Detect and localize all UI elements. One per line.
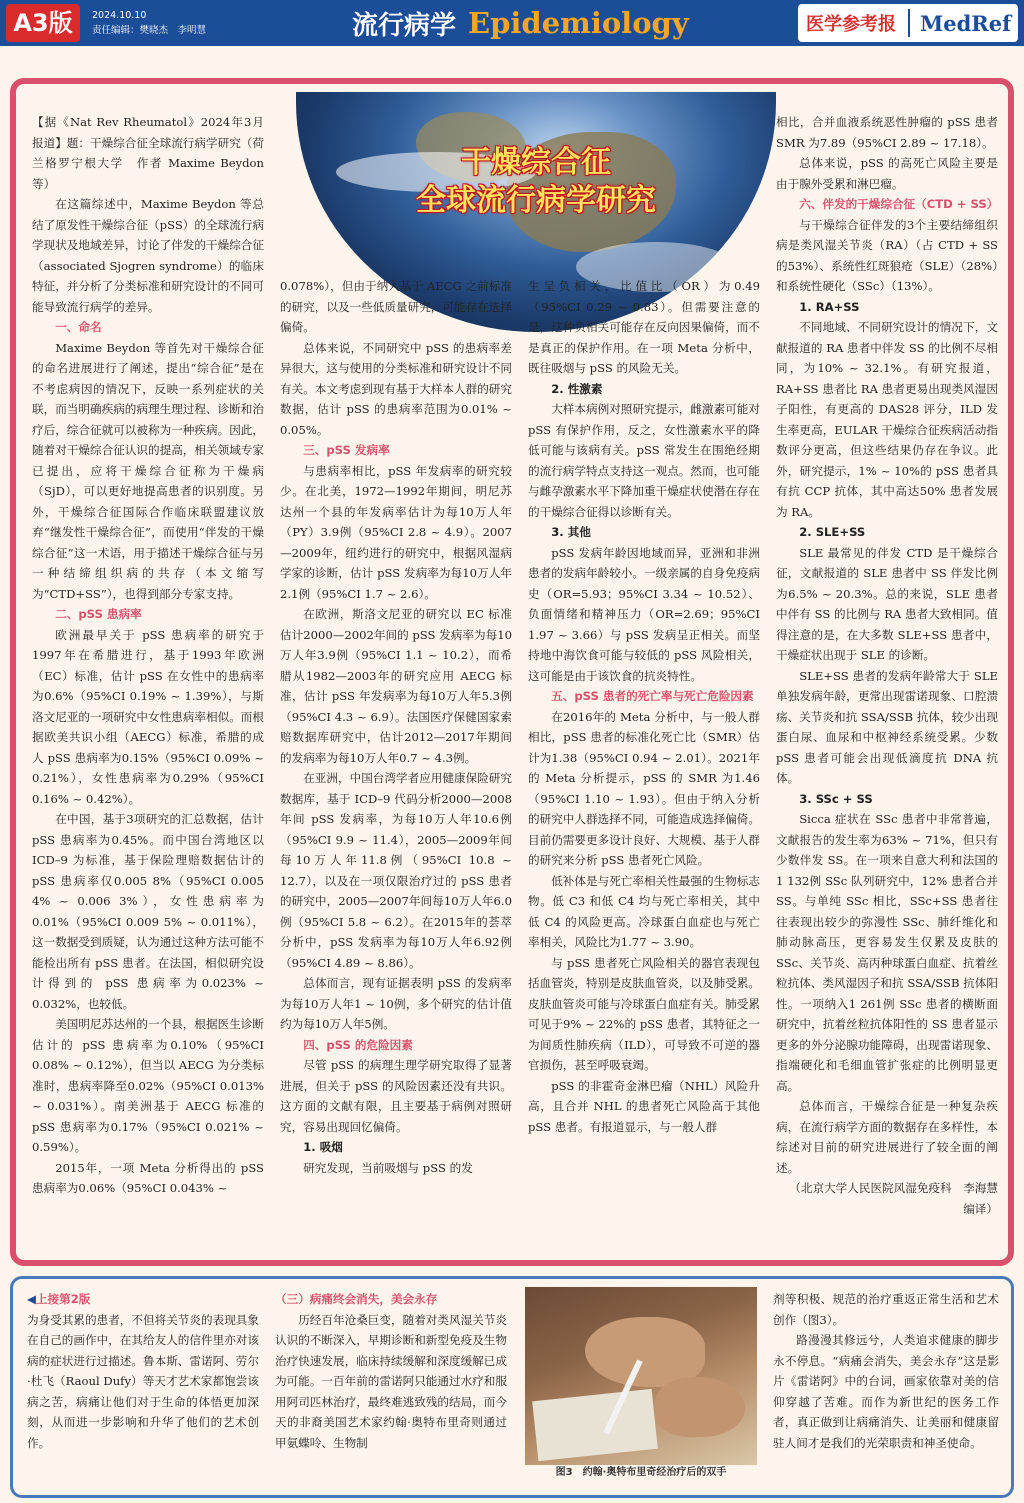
body-paragraph: 在亚洲，中国台湾学者应用健康保险研究数据库，基于 ICD–9 代码分析2000—2008年间 pSS 发病率，为每10万人年10.6例（95%CI 9.9 ~ 11.4），2005—2009年间每10万人年11.8例（95%CI 10.8 ~ 12.7），以及在一项仅限治疗过的 pSS 患者的研究中，2005—2007年间每10万人年6.0例（95%CI 5.8 ~ 6.2）。在2015年的荟萃分析中，pSS 发病率为每10万人年6.92例（95%CI 4.89 ~ 8.86）。 — [280, 771, 512, 970]
section-heading: 三、pSS 发病率 — [303, 443, 390, 457]
article-column-4 — [776, 112, 998, 1262]
article-title-line2: 全球流行病学研究 — [416, 183, 656, 218]
photo-hand — [655, 1377, 745, 1437]
body-paragraph: SLE 最常见的伴发 CTD 是干燥综合征，文献报道的 SLE 患者中 SS 伴发比例为6.5% ~ 20.3%。总的来说，SLE 患者中伴有 SS 的比例与 RA 患者大致相同。值得注意的是，在大多数 SLE+SS 患者中，干燥症状出现于 SLE 的诊断。 — [776, 545, 998, 662]
article-title — [316, 144, 756, 220]
body-paragraph: 美国明尼苏达州的一个县，根据医生诊断估计的 pSS 患病率为0.10%（95%CI 0.08% ~ 0.12%），但当以 AECG 为分类标准时，患病率降至0.02%（95%CI 0.013% ~ 0.031%）。南美洲基于 AECG 标准的 pSS 患病率为0.17%（95%CI 0.021% ~ 0.59%）。 — [32, 1017, 264, 1154]
edition-badge: A3版 — [6, 4, 80, 42]
body-paragraph: 在这篇综述中，Maxime Beydon 等总结了原发性干燥综合征（pSS）的全球流行病学现状及地域差异，讨论了伴发的干燥综合征（associated Sjogren syndrome）的临床特征，并分析了分类标准和研究设计的不同可能导致流行病学的差异。 — [32, 197, 264, 314]
main-article-frame — [10, 78, 1014, 1266]
brand-name-en: MedRef — [920, 10, 1012, 36]
body-paragraph: 总体来说，pSS 的高死亡风险主要是由于腺外受累和淋巴瘤。 — [776, 156, 998, 191]
continued-column-4 — [773, 1289, 999, 1489]
body-paragraph: 总体而言，现有证据表明 pSS 的发病率为每10万人年1 ~ 10例，多个研究的估计值约为每10万人年5例。 — [280, 976, 512, 1031]
continued-from-label: ◀上接第2版 — [27, 1292, 91, 1306]
section-title-cn: 流行病学 — [352, 10, 457, 41]
body-paragraph: 研究发现，当前吸烟与 pSS 的发 — [303, 1160, 473, 1175]
continued-paragraph: 剂等积极、规范的治疗重返正常生活和艺术创作（图3）。 — [773, 1292, 999, 1327]
brand-name-cn: 医学参考报 — [806, 14, 896, 35]
subsection-heading: 2. SLE+SS — [799, 525, 866, 539]
body-paragraph: 在中国，基于3项研究的汇总数据，估计 pSS 患病率为0.45%。而中国台湾地区以 ICD–9 为标准，基于保险理赔数据估计的 pSS 患病率仅0.005 8%（95%CI 0.005 4% ~ 0.006 3%），女性患病率为0.01%（95%CI 0.009 5% ~ 0.011%），这一数据受到质疑，认为通过这种方法可能不能检出所有 pSS 患者。在法国，相似研究设计得到的 pSS 患病率为0.023% ~ 0.032%，也较低。 — [32, 812, 264, 1011]
subsection-heading: 2. 性激素 — [551, 381, 603, 396]
subsection-heading: 1. RA+SS — [799, 299, 860, 314]
body-paragraph: 2015年，一项 Meta 分析得出的 pSS 患病率为0.06%（95%CI 0.043% ~ — [32, 1160, 264, 1195]
section-heading: 一、命名 — [55, 320, 102, 334]
section-heading: 四、pSS 的危险因素 — [303, 1037, 413, 1052]
continued-column-2 — [275, 1289, 507, 1489]
issue-date: 2024.10.10 — [92, 10, 147, 21]
continued-article-frame — [10, 1276, 1014, 1498]
hands-photo — [525, 1287, 757, 1465]
body-paragraph: Sicca 症状在 SSc 患者中非常普遍，文献报告的发生率为63% ~ 71%，但只有少数伴发 SS。在一项来自意大利和法国的1 132例 SSc 队列研究中，12% 患者合并 SS。与单纯 SSc 相比，SSc+SS 患者往往表现出较少的弥漫性 SSc、肺纤维化和肺动脉高压，更容易发生仅累及皮肤的 SSc、关节炎、高丙种球蛋白血症、抗着丝粒抗体、类风湿因子和抗 SSA/SSB 抗体阳性。一项纳入1 261例 SSc 患者的横断面研究中，抗着丝粒抗体阳性的 SS 患者显示更多的外分泌腺功能障碍，出现雷诺现象、指端硬化和毛细血管扩张症的比例明显更高。 — [776, 812, 998, 1093]
editors-line: 责任编辑：樊晓杰 李明慧 — [92, 25, 207, 36]
subsection-heading: 3. SSc + SS — [799, 791, 873, 806]
body-paragraph: 低补体是与死亡率相关性最强的生物标志物。低 C3 和低 C4 均与死亡率相关，其中低 C4 的风险更高。冷球蛋白血症也与死亡率相关，风险比为1.77 ~ 3.90。 — [528, 873, 760, 949]
body-paragraph: pSS 发病年龄因地域而异，亚洲和非洲患者的发病年龄较小。一级亲属的自身免疫病史（OR=5.93；95%CI 3.34 ~ 10.52）、负面情绪和精神压力（OR=2.69；95%CI 1.97 ~ 3.66）与 pSS 发病呈正相关。而坚持地中海饮食可能与较低的 pSS 风险相关，这可能是由于该饮食的抗炎特性。 — [528, 545, 760, 683]
page-header — [0, 0, 1024, 46]
body-paragraph: 与患病率相比，pSS 年发病率的研究较少。在北美，1972—1992年期间，明尼苏达州一个县的年发病率估计为每10万人年（PY）3.9例（95%CI 2.8 ~ 4.9）。2007—2009年，纽约进行的研究中，根据风湿病学家的诊断，估计 pSS 发病率为每10万人年2.1例（95%CI 1.7 ~ 2.6）。 — [280, 463, 512, 601]
section-heading: 二、pSS 患病率 — [55, 607, 142, 621]
body-paragraph: 在欧洲，斯洛文尼亚的研究以 EC 标准估计2000—2002年间的 pSS 发病率为每10万人年3.9例（95%CI 1.1 ~ 10.2），而希腊从1982—2003年的研究应用 AECG 标准，估计 pSS 年发病率为每10万人年5.3例（95%CI 4.3 ~ 6.9）。法国医疗保健国家索赔数据库研究中，估计2012—2017年期间的发病率为每10万人年0.7 ~ 4.3例。 — [280, 607, 512, 765]
section-title-en: Epidemiology — [468, 6, 689, 40]
subsection-heading: 1. 吸烟 — [303, 1140, 343, 1154]
body-paragraph: 与干燥综合征伴发的3个主要结缔组织病是类风湿关节炎（RA）（占 CTD + SS 的53%）、系统性红斑狼疮（SLE）（28%）和系统性硬化（SSc）（13%）。 — [776, 217, 998, 293]
photo-paper — [532, 1389, 658, 1461]
body-paragraph: 尽管 pSS 的病理生理学研究取得了显著进展，但关于 pSS 的风险因素还没有共识。这方面的文献有限，且主要基于病例对照研究，容易出现回忆偏倚。 — [280, 1058, 512, 1134]
continued-column-1 — [27, 1289, 259, 1489]
article-column-3 — [528, 276, 760, 1262]
body-paragraph: 总体来说，不同研究中 pSS 的患病率差异很大，这与使用的分类标准和研究设计不同有关。本文考虑到现有基于大样本人群的研究数据，估计 pSS 的患病率范围为0.01% ~ 0.05%。 — [280, 340, 512, 437]
body-paragraph: pSS 的非霍奇金淋巴瘤（NHL）风险升高，且合并 NHL 的患者死亡风险高于其他 pSS 患者。有报道显示，与一般人群 — [528, 1078, 760, 1134]
body-paragraph: Maxime Beydon 等首先对干燥综合征的命名进展进行了阐述，提出“综合征”是在不考虑病因的情况下，反映一系列症状的关联，而当明确疾病的病理生理过程、诊断和治疗后，综合征就可以被称为一种疾病。因此，随着对干燥综合征认识的提高，相关领域专家已提出，应将干燥综合征称为干燥病（SjD），可以更好地提高患者的识别度。另外，干燥综合征国际合作临床联盟建议放弃“继发性干燥综合征”，而使用“伴发的干燥综合征”这一术语，用于描述干燥综合征与另一种结缔组织病的共存（本文缩写为“CTD+SS”），也得到部分专家支持。 — [32, 340, 264, 601]
body-paragraph: 0.078%），但由于纳入基于 AECG 之前标准的研究，以及一些低质量研究，可能存在选择偏倚。 — [280, 279, 512, 334]
body-paragraph: 不同地域、不同研究设计的情况下，文献报道的 RA 患者中伴发 SS 的比例不尽相同，为10% ~ 32.1%。有研究报道，RA+SS 患者比 RA 患者更易出现类风湿因子阳性，有更高的 DAS28 评分，ILD 发生率更高，EULAR 干燥综合征疾病活动指数评分更高，但这些结果仍存在争议。此外，研究提示，1% ~ 10%的 pSS 患者具有抗 CCP 抗体，其中高达50% 患者发展为 RA。 — [776, 320, 998, 519]
subsection-heading: 3. 其他 — [551, 525, 591, 539]
section-title — [352, 4, 689, 42]
photo-caption: 图3 约翰·奥特布里奇经治疗后的双手 — [555, 1467, 727, 1478]
section-heading: （三）病痛终会消失，美会永存 — [275, 1292, 438, 1306]
body-paragraph: 【据《Nat Rev Rheumatol》2024年3月报道】题：干燥综合征全球流行病学研究（荷兰格罗宁根大学 作者 Maxime Beydon 等） — [32, 115, 264, 191]
header-meta — [92, 8, 206, 38]
continued-paragraph: 为身受其累的患者，不但将关节炎的表现具象在自己的画作中，在其给友人的信件里亦对该病的症状进行过描述。鲁本斯、雷诺阿、劳尔·杜飞（Raoul Dufy）等天才艺术家都饱尝该病之苦，病痛让他们对于生命的体悟更加深刻，从而进一步影响和升华了他们的艺术创作。 — [27, 1312, 259, 1450]
continued-paragraph: 路漫漫其修远兮，人类追求健康的脚步永不停息。“病痛会消失，美会永存”这是影片《雷诺阿》中的台词，画家依靠对美的信仰穿越了苦难。而作为新世纪的医务工作者，真正做到让病痛消失、让美丽和健康留驻人间才是我们的光荣职责和神圣使命。 — [773, 1333, 999, 1450]
article-title-line1: 干燥综合征 — [461, 145, 611, 180]
triangle-left-icon: ◀ — [27, 1292, 36, 1306]
article-column-2 — [280, 276, 512, 1262]
section-heading: 六、伴发的干燥综合征（CTD + SS） — [799, 197, 998, 211]
body-paragraph: 相比，合并血液系统恶性肿瘤的 pSS 患者 SMR 为7.89（95%CI 2.89 ~ 17.18）。 — [776, 115, 998, 150]
body-paragraph: 与 pSS 患者死亡风险相关的器官表现包括血管炎，特别是皮肤血管炎，以及肺受累。皮肤血管炎可能与冷球蛋白血症有关。肺受累可见于9% ~ 22%的 pSS 患者，其特征之一为间质性肺疾病（ILD），可导致不可逆的器官损伤，甚至呼吸衰竭。 — [528, 955, 760, 1072]
brand-logo — [798, 4, 1018, 42]
body-paragraph: 在2016年的 Meta 分析中，与一般人群相比，pSS 患者的标准化死亡比（SMR）估计为1.38（95%CI 0.94 ~ 2.01）。2021年的 Meta 分析提示，pSS 的 SMR 为1.46（95%CI 1.10 ~ 1.93）。但由于纳入分析的研究中人群选择不同，可能造成选择偏倚。目前仍需要更多设计良好、大规模、基于人群的研究来分析 pSS 患者死亡风险。 — [528, 709, 760, 867]
body-paragraph: 大样本病例对照研究提示，雌激素可能对 pSS 有保护作用，反之，女性激素水平的降低可能与该病有关。pSS 常发生在围绝经期的流行病学特点支持这一观点。然而，也可能与雌孕激素水平下降加重干燥症状使潜在存在的干燥综合征得以诊断有关。 — [528, 402, 760, 519]
body-paragraph: SLE+SS 患者的发病年龄常大于 SLE 单独发病年龄，更常出现雷诺现象、口腔溃疡、关节炎和抗 SSA/SSB 抗体，较少出现蛋白尿、血尿和中枢神经系统受累。少数 pSS 患者可能会出现低滴度抗 DNA 抗体。 — [776, 668, 998, 785]
body-paragraph: 欧洲最早关于 pSS 患病率的研究于1997年在希腊进行，基于1993年欧洲（EC）标准，估计 pSS 在女性中的患病率为0.6%（95%CI 0.19% ~ 1.39%），与斯洛文尼亚的一项研究中女性患病率相似。而根据欧美共识小组（AECG）标准，希腊的成人 pSS 患病率为0.15%（95%CI 0.09% ~ 0.21%），女性患病率为0.29%（95%CI 0.16% ~ 0.42%）。 — [32, 627, 264, 806]
continued-paragraph: 历经百年沧桑巨变，随着对类风湿关节炎认识的不断深入，早期诊断和新型免疫及生物治疗快速发展，临床持续缓解和深度缓解已成为可能。一百年前的雷诺阿只能通过水疗和服用阿司匹林治疗，最终难逃致残的结局，而今天的非裔美国艺术家约翰·奥特布里奇则通过甲氨蝶呤、生物制 — [275, 1312, 507, 1450]
body-paragraph: 生呈负相关，比值比（OR）为0.49（95%CI 0.29 ~ 0.83）。但需要注意的是，这种负相关可能存在反向因果偏倚，而不是真正的保护作用。在一项 Meta 分析中，既往吸烟与 pSS 的风险无关。 — [528, 279, 760, 375]
section-heading: 五、pSS 患者的死亡率与死亡危险因素 — [551, 689, 754, 703]
article-column-1 — [32, 112, 264, 1262]
byline: （北京大学人民医院风湿免疫科 李海慧 编译） — [789, 1181, 998, 1216]
body-paragraph: 总体而言，干燥综合征是一种复杂疾病，在流行病学方面的数据存在多样性，本综述对目前的研究进展进行了较全面的阐述。 — [776, 1099, 998, 1175]
